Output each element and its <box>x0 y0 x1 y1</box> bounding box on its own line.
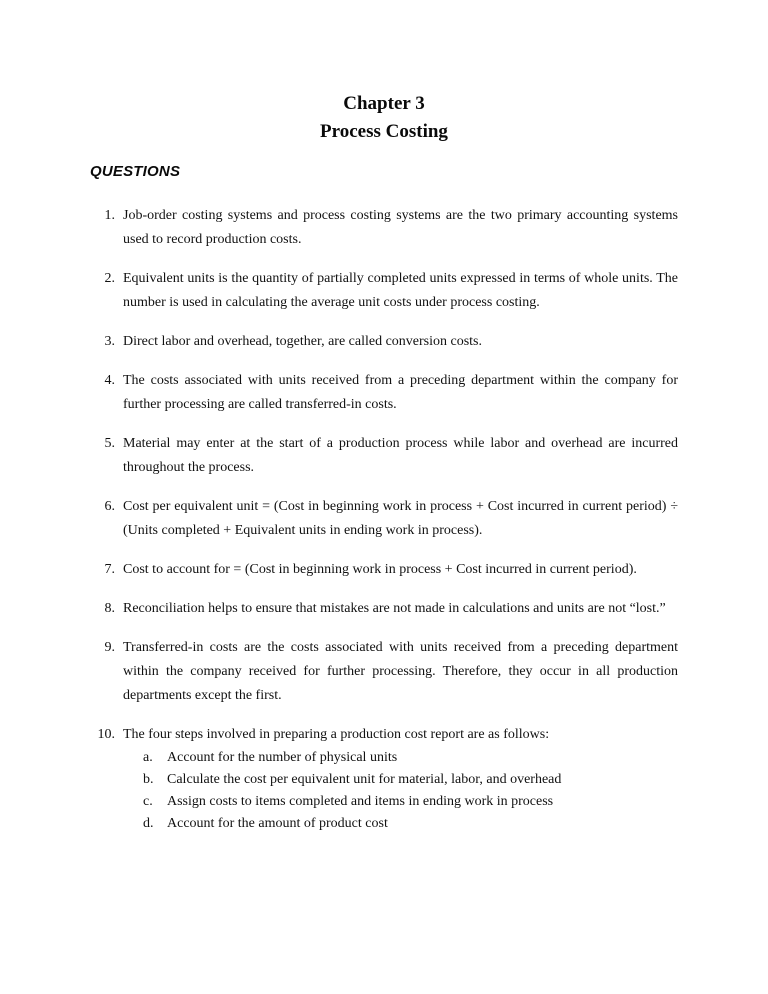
question-body <box>123 495 678 543</box>
sub-item-text: Account for the amount of product cost <box>167 816 388 831</box>
question-item-2 <box>90 267 678 315</box>
question-10-sublist <box>123 747 678 835</box>
sub-item-text: Account for the number of physical units <box>167 750 398 765</box>
question-item-3 <box>90 330 678 354</box>
question-number: 6. <box>104 499 115 514</box>
question-number: 8. <box>104 601 115 616</box>
question-text: The costs associated with units received from a preceding department within the company for further processing are called transferred-in costs. <box>123 373 678 412</box>
sub-item-a <box>123 747 678 769</box>
question-body <box>123 204 678 252</box>
question-item-10 <box>90 723 678 835</box>
question-number: 1. <box>104 208 115 223</box>
question-number: 9. <box>104 640 115 655</box>
questions-list <box>90 204 678 835</box>
question-item-9 <box>90 636 678 708</box>
sub-item-letter: c. <box>143 794 153 809</box>
sub-item-d <box>123 813 678 835</box>
question-text: Direct labor and overhead, together, are called conversion costs. <box>123 334 483 349</box>
sub-item-text: Calculate the cost per equivalent unit for material, labor, and overhead <box>167 772 562 787</box>
chapter-title-line2: Process Costing <box>320 121 448 142</box>
question-text: Job-order costing systems and process costing systems are the two primary accounting systems used to record production costs. <box>123 208 678 247</box>
question-item-4 <box>90 369 678 417</box>
question-body <box>123 723 678 835</box>
question-body <box>123 369 678 417</box>
question-text: Equivalent units is the quantity of partially completed units expressed in terms of whole units. The number is used in calculating the average unit costs under process costing. <box>123 271 678 310</box>
sub-item-c <box>123 791 678 813</box>
question-number: 3. <box>104 334 115 349</box>
question-body <box>123 597 678 621</box>
sub-item-text: Assign costs to items completed and items in ending work in process <box>167 794 554 809</box>
question-item-6 <box>90 495 678 543</box>
question-text: Cost per equivalent unit = (Cost in beginning work in process + Cost incurred in current period) ÷ (Units completed + Equivalent units in ending work in process). <box>123 499 678 538</box>
question-number: 4. <box>104 373 115 388</box>
question-text: Cost to account for = (Cost in beginning work in process + Cost incurred in current period). <box>123 562 637 577</box>
question-number: 2. <box>104 271 115 286</box>
question-body <box>123 432 678 480</box>
question-item-7 <box>90 558 678 582</box>
sub-item-letter: d. <box>143 816 154 831</box>
question-number: 10. <box>97 727 115 742</box>
question-text: Reconciliation helps to ensure that mistakes are not made in calculations and units are not “lost.” <box>123 601 666 616</box>
question-number: 5. <box>104 436 115 451</box>
question-text: The four steps involved in preparing a production cost report are as follows: <box>123 727 550 742</box>
question-number: 7. <box>104 562 115 577</box>
section-heading-questions: QUESTIONS <box>90 163 181 180</box>
sub-item-letter: a. <box>143 750 153 765</box>
question-body <box>123 558 678 582</box>
question-body <box>123 267 678 315</box>
question-body <box>123 636 678 708</box>
question-body <box>123 330 678 354</box>
chapter-title-line1: Chapter 3 <box>343 93 425 114</box>
question-item-8 <box>90 597 678 621</box>
question-item-5 <box>90 432 678 480</box>
sub-item-letter: b. <box>143 772 154 787</box>
sub-item-b <box>123 769 678 791</box>
question-text: Transferred-in costs are the costs associated with units received from a preceding department within the company received for further processing. Therefore, they occur in all production departments except the first. <box>123 640 678 703</box>
question-item-1 <box>90 204 678 252</box>
question-text: Material may enter at the start of a production process while labor and overhead are incurred throughout the process. <box>123 436 678 475</box>
